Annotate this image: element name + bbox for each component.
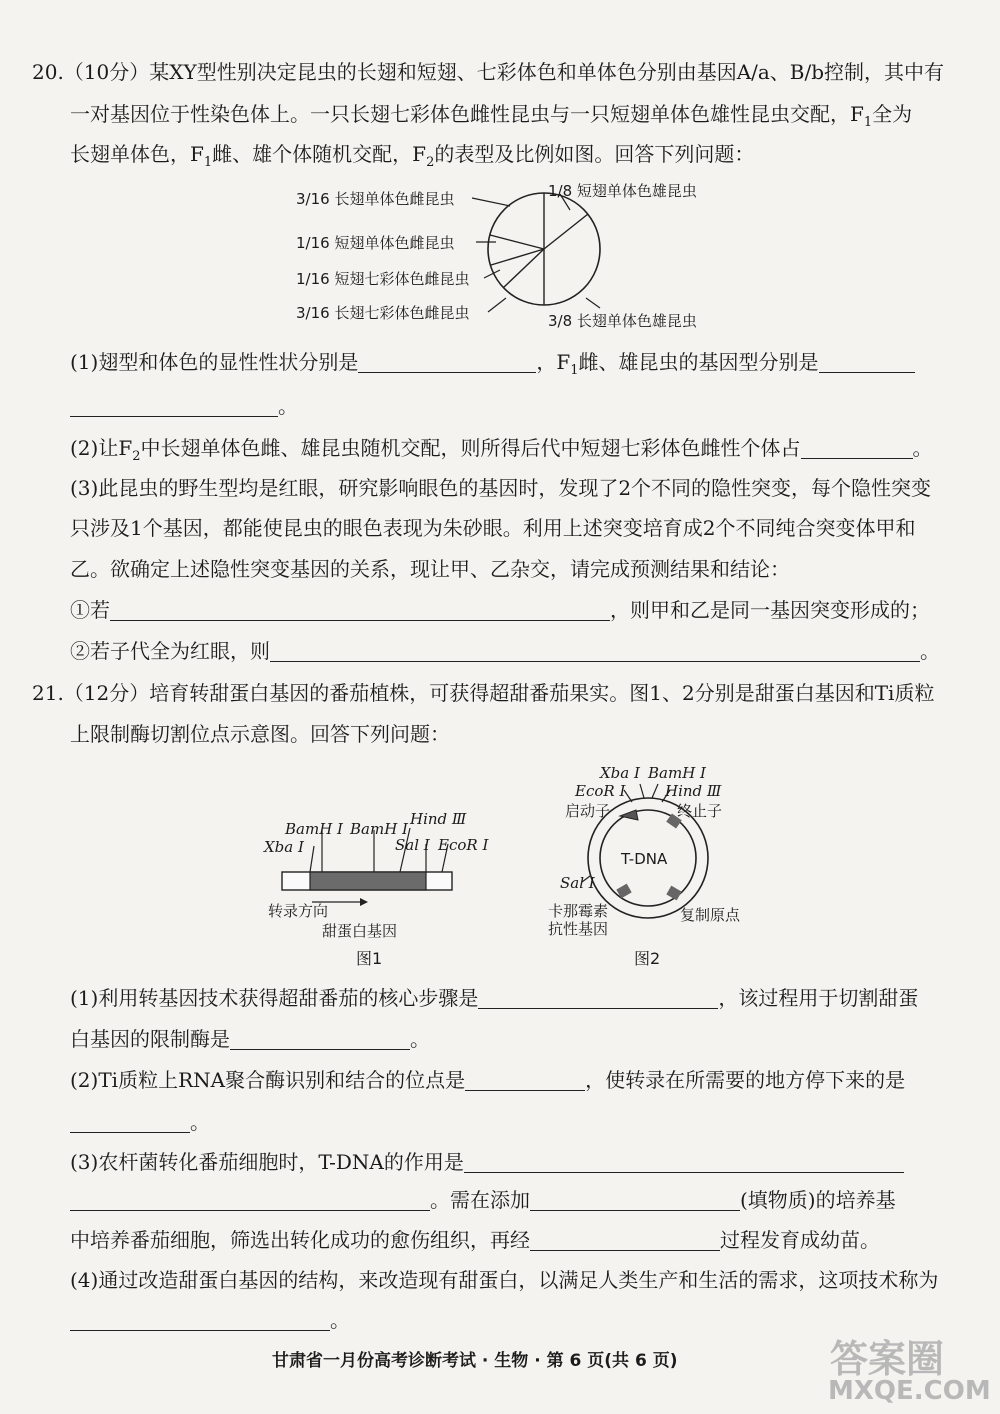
fig2-terminator: 终止子 bbox=[677, 802, 723, 820]
answer-blank[interactable] bbox=[819, 350, 915, 373]
q21-line1: 21.（12分）培育转甜蛋白基因的番茄植株，可获得超甜番茄果实。图1、2分别是甜蛋白基因和Ti质粒 bbox=[32, 681, 935, 705]
answer-blank[interactable] bbox=[70, 1308, 330, 1331]
fig2-tdna: T-DNA bbox=[621, 850, 668, 868]
q20-sub3-line1: (3)此昆虫的野生型均是红眼，研究影响眼色的基因时，发现了2个不同的隐性突变，每个隐性突变 bbox=[70, 476, 932, 500]
answer-blank[interactable] bbox=[230, 1027, 410, 1050]
q20-conclusion2: ②若子代全为红眼，则 。 bbox=[70, 639, 940, 663]
q21-sub3-cont: 。需在添加 (填物质)的培养基 bbox=[70, 1186, 896, 1214]
q21-sub3-cont2: 中培养番茄细胞，筛选出转化成功的愈伤组织，再经 过程发育成幼苗。 bbox=[70, 1228, 880, 1252]
answer-blank[interactable] bbox=[358, 350, 536, 373]
q20-sub1-cont: 。 bbox=[70, 392, 298, 420]
answer-blank[interactable] bbox=[70, 1188, 430, 1211]
fig2-origin: 复制原点 bbox=[680, 906, 741, 924]
answer-blank[interactable] bbox=[530, 1228, 720, 1251]
answer-blank[interactable] bbox=[70, 394, 278, 417]
fig1-caption: 图1 bbox=[356, 949, 383, 968]
fig1-bamh1-left: BamH Ⅰ bbox=[285, 820, 343, 838]
pie-label-short-single-male: 1/8 短翅单体色雄昆虫 bbox=[548, 182, 697, 200]
answer-blank[interactable] bbox=[465, 1068, 585, 1091]
fig2-ecor1: EcoR Ⅰ bbox=[575, 782, 626, 800]
q20-line3: 长翅单体色，$F_1$雌、雄个体随机交配，$F_2$的表型及比例如图。回答下列问题： bbox=[70, 142, 755, 170]
pie-label-long-single-female: 3/16 长翅单体色雌昆虫 bbox=[296, 190, 455, 208]
q20-line2: 一对基因位于性染色体上。一只长翅七彩体色雌性昆虫与一只短翅单体色雄性昆虫交配，$F_1$全为 bbox=[70, 102, 913, 130]
q21-line2: 上限制酶切割位点示意图。回答下列问题： bbox=[70, 722, 450, 746]
q21-sub2: (2)Ti质粒上RNA聚合酶识别和结合的位点是 ，使转录在所需要的地方停下来的是 bbox=[70, 1068, 906, 1092]
fig1-sal1: Sal Ⅰ bbox=[395, 836, 430, 854]
page-footer: 甘肃省一月份高考诊断考试 · 生物 · 第 6 页(共 6 页) bbox=[272, 1351, 678, 1371]
fig2-kanamycin: 卡那霉素 bbox=[548, 902, 609, 920]
q20-sub3-line3: 乙。欲确定上述隐性突变基因的关系，现让甲、乙杂交，请完成预测结果和结论： bbox=[70, 557, 790, 581]
pie-label-short-single-female: 1/16 短翅单体色雌昆虫 bbox=[296, 234, 455, 252]
fig1-ecor1: EcoR Ⅰ bbox=[438, 836, 489, 854]
answer-blank[interactable] bbox=[801, 436, 913, 459]
q21-sub3: (3)农杆菌转化番茄细胞时，T-DNA的作用是 bbox=[70, 1148, 904, 1176]
fig1-bamh1-right: BamH Ⅰ bbox=[350, 820, 408, 838]
answer-blank[interactable] bbox=[110, 598, 610, 621]
fig1-xba1: Xba Ⅰ bbox=[264, 838, 304, 856]
watermark-url: MXQE.COM bbox=[828, 1376, 991, 1406]
pie-label-short-rainbow-female: 1/16 短翅七彩体色雌昆虫 bbox=[296, 270, 470, 288]
q20-sub3-line2: 只涉及1个基因，都能使昆虫的眼色表现为朱砂眼。利用上述突变培育成2个不同纯合突变体甲和 bbox=[70, 516, 916, 540]
q20-conclusion1: ①若 ，则甲和乙是同一基因突变形成的； bbox=[70, 598, 930, 622]
answer-blank[interactable] bbox=[530, 1188, 740, 1211]
q21-sub1: (1)利用转基因技术获得超甜番茄的核心步骤是 ，该过程用于切割甜蛋 bbox=[70, 986, 919, 1010]
pie-label-long-single-male: 3/8 长翅单体色雄昆虫 bbox=[548, 312, 697, 330]
fig2-caption: 图2 bbox=[634, 949, 661, 968]
q21-sub1-cont: 白基因的限制酶是 。 bbox=[70, 1027, 430, 1051]
answer-blank[interactable] bbox=[464, 1150, 904, 1173]
fig2-xba1: Xba Ⅰ bbox=[600, 764, 640, 782]
q21-sub4: (4)通过改造甜蛋白基因的结构，来改造现有甜蛋白，以满足人类生产和生活的需求，这项技术称为 bbox=[70, 1268, 939, 1292]
watermark-logo: 答案圈 bbox=[830, 1337, 945, 1381]
answer-blank[interactable] bbox=[70, 1110, 190, 1133]
q20-line1: 20.（10分）某XY型性别决定昆虫的长翅和短翅、七彩体色和单体色分别由基因A/a、B/b控制，其中有 bbox=[32, 60, 945, 84]
pie-label-long-rainbow-female: 3/16 长翅七彩体色雌昆虫 bbox=[296, 304, 470, 322]
fig1-transcription-direction: 转录方向 bbox=[268, 902, 329, 920]
answer-blank[interactable] bbox=[478, 986, 718, 1009]
fig1-hind3: Hind Ⅲ bbox=[410, 810, 467, 828]
q20-sub1: (1)翅型和体色的显性性状分别是 ，$F_1$雌、雄昆虫的基因型分别是 bbox=[70, 348, 915, 385]
fig2-resistance-gene: 抗性基因 bbox=[548, 920, 609, 938]
q21-sub4-cont: 。 bbox=[70, 1306, 350, 1334]
answer-blank[interactable] bbox=[270, 639, 920, 662]
fig2-promoter: 启动子 bbox=[565, 802, 611, 820]
fig2-hind3: Hind Ⅲ bbox=[665, 782, 722, 800]
q21-sub2-cont: 。 bbox=[70, 1108, 210, 1136]
q20-sub2: (2)让$F_2$中长翅单体色雌、雄昆虫随机交配，则所得后代中短翅七彩体色雌性个体占 。 bbox=[70, 436, 933, 464]
fig2-sal1: Sal Ⅰ bbox=[560, 874, 595, 892]
fig2-bamh1: BamH Ⅰ bbox=[648, 764, 706, 782]
fig1-gene-label: 甜蛋白基因 bbox=[322, 922, 398, 940]
